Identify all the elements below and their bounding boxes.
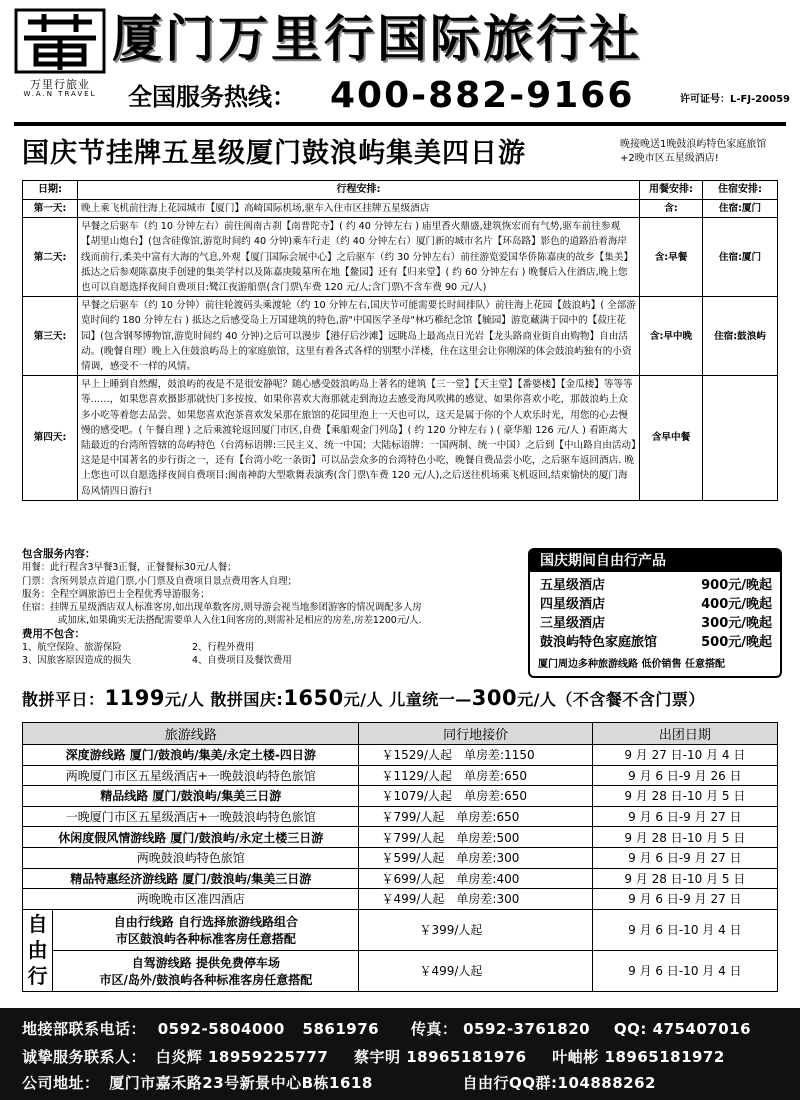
day-meal: 含:早餐 xyxy=(640,218,703,297)
footer-contacts-row xyxy=(22,1046,725,1067)
route-dates: 9 月 28 日-10 月 5 日 xyxy=(592,868,777,889)
itinerary-row xyxy=(23,376,778,501)
price-child-label: 儿童统一 xyxy=(389,690,456,709)
price-weekday-value: 1199 xyxy=(104,686,165,710)
included-item: 服务：全程空调旅游巴士全程优秀导游服务； xyxy=(22,588,210,600)
header-route: 旅游线路 xyxy=(23,723,359,745)
route-price: ￥799/人起 单房差:650 xyxy=(359,806,592,827)
free-item-price: 300元/晚起 xyxy=(701,616,772,631)
free-route-row xyxy=(23,950,778,991)
route-note: 两晚厦门市区五星级酒店+一晚鼓浪屿特色旅馆 xyxy=(23,765,359,786)
footer-fax-label: 传真： xyxy=(410,1020,458,1038)
header-dates: 出团日期 xyxy=(592,723,777,745)
tour-title: 国庆节挂牌五星级厦门鼓浪屿集美四日游 xyxy=(22,138,526,169)
free-route-line2: 市区鼓浪屿各种标准客房任意搭配 xyxy=(115,931,296,946)
route-dates: 9 月 6 日-9 月 27 日 xyxy=(592,889,777,910)
free-item-price: 400元/晚起 xyxy=(701,597,772,612)
tour-subtitle-2: +2晚市区五星级酒店! xyxy=(620,153,719,164)
free-route-line1: 自驾游线路 提供免费停车场 xyxy=(131,955,280,970)
free-item-name: 四星级酒店 xyxy=(540,597,606,612)
header-meal: 用餐安排: xyxy=(640,181,703,200)
free-item-name: 鼓浪屿特色家庭旅馆 xyxy=(540,635,658,650)
price-child-value: 300 xyxy=(471,686,518,710)
free-travel-item xyxy=(540,614,772,633)
day-description: 早餐之后驱车（约 10 分钟）前往轮渡码头乘渡轮（约 10 分钟左右,国庆节可能需要长时间排队）前往海上花园【鼓浪屿】( 全部游览时间约 180 分钟左右 ) 抵达之后感受岛上万国建筑的特色,游"中国医学圣母"林巧稚纪念馆【毓园】游览藏满于园中的【菽庄花园】(包含钢琴博物馆,游览时间约 40 分钟)之后可以漫步【港仔后沙滩】远眺岛上最高点日光岩【龙头路商业街自由购物】自由活动。(晚餐自理）晚上入住鼓浪屿岛上的家庭旅馆，这里有着各式各样的别墅小洋楼，住在这里会让你刚深的体会鼓浪屿独有的小资情调，感受不一样的风情。 xyxy=(78,297,640,376)
free-item-name: 三星级酒店 xyxy=(540,616,606,631)
free-route-name xyxy=(53,909,359,950)
header-plan: 行程安排: xyxy=(78,181,640,200)
footer-address: 厦门市嘉禾路23号新景中心B栋1618 xyxy=(109,1074,373,1092)
route-dates: 9 月 6 日-9 月 27 日 xyxy=(592,806,777,827)
header-day: 日期: xyxy=(23,181,78,200)
route-dates: 9 月 6 日-10 月 4 日 xyxy=(592,909,777,950)
route-dates: 9 月 6 日-9 月 26 日 xyxy=(592,765,777,786)
free-travel-footer: 厦门周边多种旅游线路 低价销售 任意搭配 xyxy=(538,659,725,670)
footer-phone-row xyxy=(22,1018,751,1039)
free-item-price: 900元/晚起 xyxy=(701,578,772,593)
logo-chinese-name: 万里行旅业 xyxy=(30,78,90,91)
route-dates: 9 月 6 日-9 月 27 日 xyxy=(592,847,777,868)
service-notes xyxy=(22,548,512,668)
route-price: ￥1529/人起 单房差:1150 xyxy=(359,745,592,766)
routes-table xyxy=(22,722,778,992)
hotline-number[interactable]: 400-882-9166 xyxy=(330,75,635,116)
included-item: 门票：含所列景点首道门票,小门票及自费项目景点费用客人自理； xyxy=(22,575,297,587)
route-name: 精品特惠经济游线路 厦门/鼓浪屿/集美三日游 xyxy=(23,868,359,889)
tour-subtitle-1: 晚接晚送1晚鼓浪屿特色家庭旅馆 xyxy=(620,139,767,150)
footer-address-label: 公司地址： xyxy=(22,1074,100,1092)
day-hotel xyxy=(703,376,778,501)
hotline-label: 全国服务热线： xyxy=(128,83,296,111)
footer-contact-1[interactable]: 白炎辉 18959225777 xyxy=(155,1048,329,1066)
route-dates: 9 月 28 日-10 月 5 日 xyxy=(592,786,777,807)
footer-contact-3[interactable]: 叶岫彬 18965181972 xyxy=(552,1048,725,1066)
route-price: ￥1129/人起 单房差:650 xyxy=(359,765,592,786)
route-row xyxy=(23,868,778,889)
route-dates: 9 月 28 日-10 月 5 日 xyxy=(592,827,777,848)
route-row xyxy=(23,827,778,848)
route-price: ￥699/人起 单房差:400 xyxy=(359,868,592,889)
free-travel-label xyxy=(23,909,53,991)
price-weekday-unit: 元/人 xyxy=(164,690,205,709)
routes-header-row xyxy=(23,723,778,745)
route-row xyxy=(23,889,778,910)
route-name: 休闲度假风情游线路 厦门/鼓浪屿/永定土楼三日游 xyxy=(23,827,359,848)
price-summary: 散拼平日：1199元/人 散拼国庆:1650元/人 儿童统一—300元/人（不含餐不含门票） xyxy=(22,686,705,710)
route-price: ￥799/人起 单房差:500 xyxy=(359,827,592,848)
day-description: 早上上睡到自然醒，鼓浪屿的夜是不是很安静呢？随心感受鼓浪屿岛上著名的建筑【三一堂】【天主堂】【番婆楼】【金瓜楼】等等等等……，如果您喜欢摄影那就快门多按按、如果你喜欢大海那就走到海边去感受海风吹拂的感觉、如果你喜欢小吃，那鼓浪屿上众多小吃等着您去品尝、如果您喜欢泡茶喜欢发呆那在旅馆的花园里泡上一天也可以，这天是属于你的个人欢乐时光，用您的心去慢慢的感受吧。( 午餐自理 ) 之后乘渡轮返回厦门市区,自费【乘船观金门列岛】( 约 120 分钟左右 ) ( 豪华船 126 元/人 ) 看距离大陆最近的台湾所管辖的岛屿特色（台湾标语牌:三民主义、统一中国；大陆标语牌：一国两制、统一中国）之后到【中山路自由活动】这是是中国著名的步行街之一，还有【台湾小吃一条街】可以品尝众多的台湾特色小吃，晚餐自费品尝小吃，之后驱车返回酒店. 晚上您也可以自愿选择夜间自费项目:闽南神韵大型歌舞表演秀(含门票\车费 120 元/人),之后送往机场乘飞机返回,结束愉快的厦门海岛风情四日游行! xyxy=(78,376,640,501)
free-route-line1: 自由行线路 自行选择旅游线路组合 xyxy=(113,914,298,929)
free-travel-item xyxy=(540,576,772,595)
route-price: ￥499/人起 xyxy=(359,950,592,991)
free-item-name: 五星级酒店 xyxy=(540,578,606,593)
footer-phone-label: 地接部联系电话： xyxy=(22,1020,147,1038)
route-price: ￥499/人起 单房差:300 xyxy=(359,889,592,910)
route-row xyxy=(23,806,778,827)
day-label: 第三天: xyxy=(23,297,78,376)
day-meal: 含:早中晚 xyxy=(640,297,703,376)
logo-english-name: W.A.N TRAVEL xyxy=(23,90,97,98)
footer-qq[interactable]: QQ: 475407016 xyxy=(613,1020,752,1038)
itinerary-table xyxy=(22,180,778,501)
itinerary-header-row xyxy=(23,181,778,200)
route-row xyxy=(23,765,778,786)
route-note: 两晚晚市区准四酒店 xyxy=(23,889,359,910)
day-hotel: 住宿:厦门 xyxy=(703,200,778,218)
header-hotel: 住宿安排: xyxy=(703,181,778,200)
company-logo xyxy=(14,8,106,98)
day-hotel: 住宿:厦门 xyxy=(703,218,778,297)
header-divider xyxy=(14,122,786,126)
day-hotel: 住宿:鼓浪屿 xyxy=(703,297,778,376)
footer-contacts-label: 诚挚服务联系人： xyxy=(22,1048,147,1066)
day-label: 第一天: xyxy=(23,200,78,218)
free-route-row xyxy=(23,909,778,950)
route-name: 深度游线路 厦门/鼓浪屿/集美/永定土楼-四日游 xyxy=(23,745,359,766)
route-price: ￥599/人起 单房差:300 xyxy=(359,847,592,868)
route-row xyxy=(23,786,778,807)
free-travel-label-text: 自由行 xyxy=(27,912,48,989)
itinerary-row xyxy=(23,218,778,297)
free-route-line2: 市区/岛外/鼓浪屿各种标准客房任意搭配 xyxy=(99,972,313,987)
license-number: 许可证号：L-FJ-20059 xyxy=(680,94,791,105)
price-holiday-value: 1650 xyxy=(283,686,344,710)
excluded-title: 费用不包含： xyxy=(22,627,85,640)
route-row xyxy=(23,847,778,868)
included-item: 住宿：挂牌五星级酒店双人标准客房,如出现单数客房,则导游会视当地参团游客的情况调配多人房 xyxy=(22,602,422,614)
excluded-item: 2、行程外费用 xyxy=(192,642,255,654)
route-name: 精品线路 厦门/鼓浪屿/集美三日游 xyxy=(23,786,359,807)
included-item: 或加床,如果确实无法搭配需要单人入住1间客房的,则需补足相应的房差,房差1200元/人. xyxy=(58,615,422,627)
header-price: 同行地接价 xyxy=(359,723,592,745)
free-route-name xyxy=(53,950,359,991)
free-item-price: 500元/晚起 xyxy=(701,635,772,650)
footer-phone-2[interactable]: 5861976 xyxy=(302,1020,380,1038)
excluded-item: 1、航空保险、旅游保险 xyxy=(22,642,122,654)
route-dates: 9 月 6 日-10 月 4 日 xyxy=(592,950,777,991)
price-holiday-label: 散拼国庆: xyxy=(210,690,284,709)
free-travel-box xyxy=(528,548,782,678)
included-item: 用餐：此行程含3早餐3正餐，正餐餐标30元/人餐； xyxy=(22,562,237,574)
excluded-item: 4、自费项目及餐饮费用 xyxy=(192,655,292,667)
day-meal: 含早中餐 xyxy=(640,376,703,501)
company-name: 厦门万里行国际旅行社 xyxy=(112,9,642,68)
itinerary-row xyxy=(23,200,778,218)
day-label: 第四天: xyxy=(23,376,78,501)
day-meal: 含: xyxy=(640,200,703,218)
day-label: 第二天: xyxy=(23,218,78,297)
included-title: 包含服务内容： xyxy=(22,548,96,560)
route-price: ￥1079/人起 单房差:650 xyxy=(359,786,592,807)
route-dates: 9 月 27 日-10 月 4 日 xyxy=(592,745,777,766)
route-note: 两晚鼓浪屿特色旅馆 xyxy=(23,847,359,868)
free-travel-item xyxy=(540,595,772,614)
free-travel-item xyxy=(540,633,772,652)
price-weekday-label: 散拼平日： xyxy=(22,690,105,709)
logo-mark-icon xyxy=(14,8,106,74)
route-price: ￥399/人起 xyxy=(359,909,592,950)
route-note: 一晚厦门市区五星级酒店+一晚鼓浪屿特色旅馆 xyxy=(23,806,359,827)
free-travel-title: 国庆期间自由行产品 xyxy=(530,550,780,572)
day-description: 晚上乘飞机前往海上花园城市【厦门】高崎国际机场,驱车入住市区挂牌五星级酒店 xyxy=(78,200,640,218)
footer-address-row xyxy=(22,1072,656,1093)
itinerary-row xyxy=(23,297,778,376)
contact-footer xyxy=(0,1008,800,1100)
excluded-list xyxy=(22,641,512,668)
excluded-item: 3、因旅客原因造成的损失 xyxy=(22,655,132,667)
price-child-unit: 元/人（不含餐不含门票） xyxy=(517,690,705,709)
footer-fax: 0592-3761820 xyxy=(463,1020,591,1038)
footer-qq-group[interactable]: 自由行QQ群:104888262 xyxy=(462,1074,656,1092)
day-description: 早餐之后驱车（约 10 分钟左右）前往闽南古刹【南普陀寺】( 约 40 分钟左右 ) 庙里香火鼎盛,建筑恢宏而有气势,驱车前往参观【胡里山炮台】(包含硅像馆,游览时间约 40 分钟)乘车行走（约 40 分钟左右）厦门新的城市名片【环岛路】影色的道路沿着海岸线而前行,柔美中富有大海的气息,外观【厦门国际会展中心】之后驱车（约 30 分钟左右）前往游览爱国华侨陈嘉庚的故乡【集美】抵达之后参观陈嘉庚手创建的集美学村以及陈嘉庚陵墓所在地【鳌园】还有【归来堂】( 约 60 分钟左右 ) 晚餐后入住酒店,晚上您也可以自愿选择夜间自费项目:鹭江夜游船票(含门票\车费 120 元/人;含门票\不含车费 90 元/人) xyxy=(78,218,640,297)
footer-phone-1[interactable]: 0592-5804000 xyxy=(157,1020,285,1038)
price-holiday-unit: 元/人 xyxy=(343,690,384,709)
route-row xyxy=(23,745,778,766)
footer-contact-2[interactable]: 蔡宇明 18965181976 xyxy=(354,1048,527,1066)
